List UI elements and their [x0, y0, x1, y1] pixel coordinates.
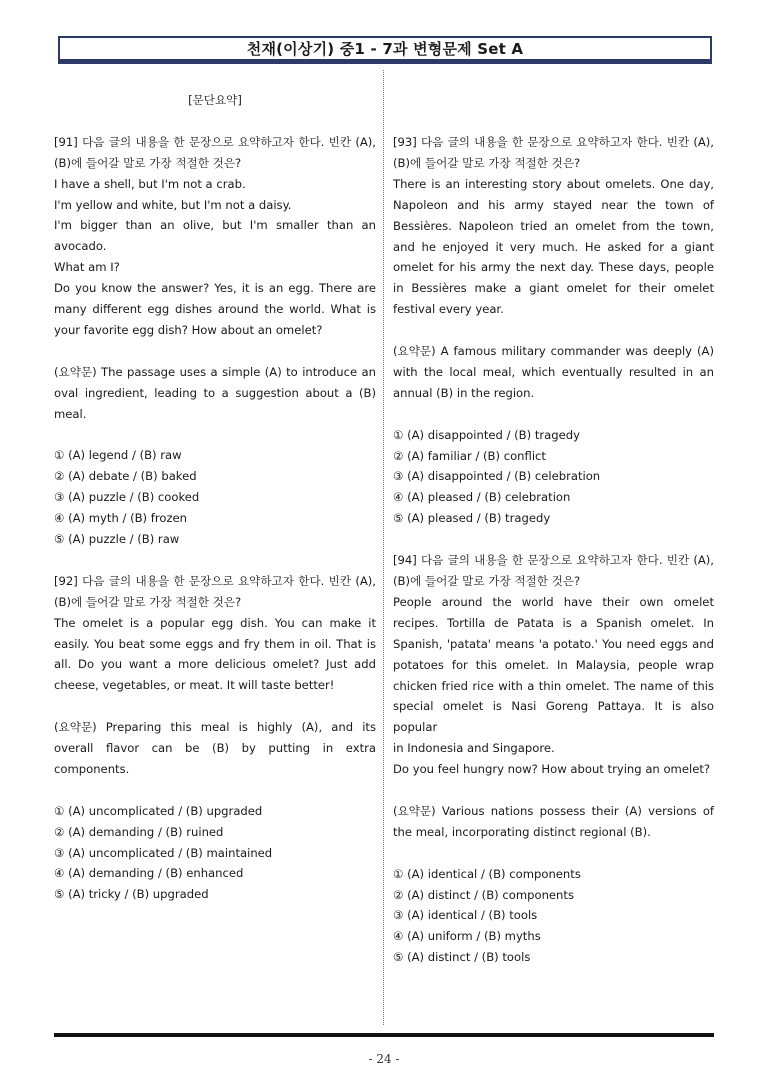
answer-choice: ② (A) familiar / (B) conflict	[393, 448, 546, 463]
passage-line: avocado.	[54, 239, 107, 254]
passage-line: Do you know the answer? Yes, it is an egg. There are	[54, 281, 376, 296]
passage-line: and he enjoyed it very much. He asked for a giant	[393, 239, 714, 254]
passage-line: Bessières. Napoleon tried an omelet from the town,	[393, 218, 714, 233]
summary-line: annual (B) in the region.	[393, 385, 535, 400]
passage-line: What am I?	[54, 260, 120, 275]
answer-choice: ④ (A) myth / (B) frozen	[54, 511, 188, 526]
question-header: (B)에 들어갈 말로 가장 적절한 것은?	[54, 594, 242, 609]
answer-choice: ② (A) distinct / (B) components	[393, 887, 574, 902]
passage-line: The omelet is a popular egg dish. You can make it	[54, 615, 376, 630]
summary-line: oval ingredient, leading to a suggestion about a (B)	[54, 385, 376, 400]
passage-line: in Bessières make a giant omelet for their omelet	[393, 281, 714, 296]
section-label: [문단요약]	[188, 93, 242, 107]
answer-choice: ① (A) uncomplicated / (B) upgraded	[54, 803, 263, 818]
summary-line: the meal, incorporating distinct regional (B).	[393, 824, 651, 839]
answer-choice: ⑤ (A) puzzle / (B) raw	[54, 531, 180, 546]
passage-line: festival every year.	[393, 302, 504, 317]
summary-line: meal.	[54, 406, 87, 421]
summary-line: (요약문) A famous military commander was deeply (A)	[393, 344, 714, 359]
question-header: [92] 다음 글의 내용을 한 문장으로 요약하고자 한다. 빈칸 (A),	[54, 573, 376, 588]
passage-line: your favorite egg dish? How about an omelet?	[54, 322, 323, 337]
answer-choice: ④ (A) pleased / (B) celebration	[393, 490, 571, 505]
passage-line: potatoes for this omelet. In Malaysia, people wrap	[393, 657, 714, 672]
right-column	[393, 132, 714, 968]
question-header: [93] 다음 글의 내용을 한 문장으로 요약하고자 한다. 빈칸 (A),	[393, 135, 714, 149]
passage-line: all. Do you want a more delicious omelet? Just add	[54, 657, 376, 672]
question-header: (B)에 들어갈 말로 가장 적절한 것은?	[54, 155, 242, 170]
question-94	[393, 550, 714, 968]
answer-choice: ② (A) demanding / (B) ruined	[54, 824, 224, 839]
passage-line: many different egg dishes around the world. What is	[54, 302, 376, 317]
answer-choice: ⑤ (A) tricky / (B) upgraded	[54, 887, 209, 902]
passage-line: easily. You beat some eggs and fry them in oil. That is	[54, 636, 376, 651]
answer-choice: ③ (A) uncomplicated / (B) maintained	[54, 845, 273, 860]
answer-choice: ④ (A) demanding / (B) enhanced	[54, 866, 244, 881]
passage-line: I'm bigger than an olive, but I'm smaller than an	[54, 218, 376, 233]
question-header: (B)에 들어갈 말로 가장 적절한 것은?	[393, 155, 581, 170]
question-92	[54, 571, 376, 905]
passage-line: chicken fried rice with a thin omelet. The name of this	[393, 678, 714, 693]
summary-line: (요약문) Preparing this meal is highly (A), and its	[54, 720, 376, 735]
passage-line: recipes. Tortilla de Patata is a Spanish omelet. In	[393, 615, 714, 630]
answer-choice: ⑤ (A) distinct / (B) tools	[393, 950, 531, 965]
answer-choice: ① (A) legend / (B) raw	[54, 448, 182, 463]
answer-choice: ⑤ (A) pleased / (B) tragedy	[393, 511, 551, 526]
summary-line: overall flavor can be (B) by putting in extra	[54, 741, 376, 756]
question-91	[54, 132, 376, 550]
passage-line: I have a shell, but I'm not a crab.	[54, 176, 246, 191]
passage-line: special omelet is Nasi Goreng Pattaya. It is also popular	[393, 699, 714, 735]
passage-line: omelet for his army the next day. These days, people	[393, 260, 714, 275]
answer-choice: ③ (A) puzzle / (B) cooked	[54, 490, 200, 505]
summary-line: with the local meal, which eventually resulted in an	[393, 364, 714, 379]
page-title: 천재(이상기) 중1 - 7과 변형문제 Set A	[246, 40, 524, 58]
question-93	[393, 132, 714, 529]
summary-line: (요약문) Various nations possess their (A) versions of	[393, 803, 714, 818]
column-divider	[383, 70, 384, 1025]
passage-line: There is an interesting story about omelets. One day,	[393, 176, 714, 191]
answer-choice: ③ (A) disappointed / (B) celebration	[393, 469, 601, 484]
passage-line: I'm yellow and white, but I'm not a daisy.	[54, 197, 292, 212]
answer-choice: ① (A) disappointed / (B) tragedy	[393, 427, 580, 442]
passage-line: Do you feel hungry now? How about trying an omelet?	[393, 762, 711, 777]
passage-line: Napoleon and his army stayed near the town of	[393, 197, 714, 212]
passage-line: in Indonesia and Singapore.	[393, 741, 555, 756]
answer-choice: ④ (A) uniform / (B) myths	[393, 929, 541, 944]
passage-line: People around the world have their own omelet	[393, 594, 714, 609]
summary-line: (요약문) The passage uses a simple (A) to introduce an	[54, 364, 376, 379]
question-header: [94] 다음 글의 내용을 한 문장으로 요약하고자 한다. 빈칸 (A),	[393, 553, 714, 568]
question-header: (B)에 들어갈 말로 가장 적절한 것은?	[393, 573, 581, 588]
left-column	[54, 90, 376, 905]
answer-choice: ① (A) identical / (B) components	[393, 866, 581, 881]
title-box	[58, 36, 712, 64]
summary-line: components.	[54, 761, 130, 776]
passage-line: Spanish, 'patata' means 'a potato.' You need eggs and	[393, 636, 714, 651]
passage-line: cheese, vegetables, or meat. It will taste better!	[54, 678, 335, 693]
page-number: - 24 -	[368, 1052, 400, 1066]
question-header: [91] 다음 글의 내용을 한 문장으로 요약하고자 한다. 빈칸 (A),	[54, 134, 376, 149]
answer-choice: ③ (A) identical / (B) tools	[393, 908, 538, 923]
answer-choice: ② (A) debate / (B) baked	[54, 469, 197, 484]
bottom-rule	[54, 1033, 714, 1037]
